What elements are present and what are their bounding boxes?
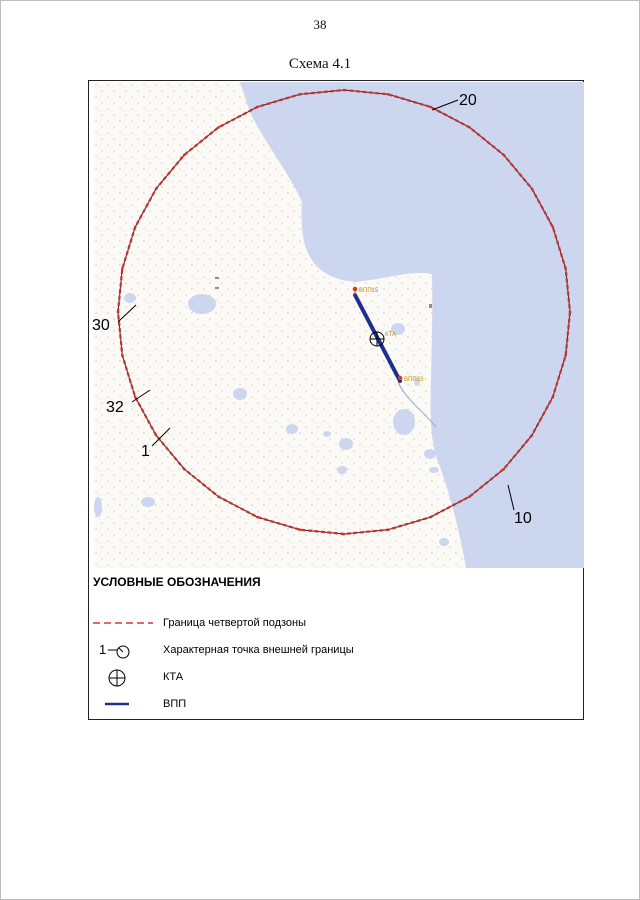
- boundary-point: [531, 434, 534, 437]
- svg-text:1: 1: [99, 642, 107, 657]
- svg-text:20: 20: [459, 92, 477, 109]
- legend-label-kta: КТА: [163, 671, 184, 683]
- svg-text:32: 32: [106, 399, 124, 416]
- characteristic-point-icon: [93, 641, 153, 661]
- legend-item-runway: [93, 695, 573, 715]
- boundary-point: [552, 396, 555, 399]
- kta-crosshair-icon: [93, 668, 153, 688]
- boundary-point: [564, 354, 567, 357]
- boundary-point: [183, 154, 186, 157]
- scheme-title: Схема 4.1: [288, 56, 352, 72]
- boundary-point: [183, 468, 186, 471]
- boundary-point: [217, 126, 220, 129]
- boundary-point: [256, 516, 259, 519]
- boundary-point: [552, 226, 555, 229]
- svg-text:30: 30: [92, 317, 110, 334]
- page-number: 38: [313, 17, 327, 32]
- boundary-point: [429, 516, 432, 519]
- kta-label: КТА: [385, 332, 396, 338]
- map-area: [94, 82, 584, 568]
- boundary-point: [121, 267, 124, 270]
- boundary-point: [387, 528, 390, 531]
- boundary-point: [299, 528, 302, 531]
- runway-start-label: ВПП15: [359, 288, 379, 294]
- boundary-point: [134, 226, 137, 229]
- boundary-point: [569, 311, 572, 314]
- boundary-point: [429, 106, 432, 109]
- boundary-point: [343, 89, 346, 92]
- boundary-point: [468, 126, 471, 129]
- kta-icon: [370, 332, 384, 346]
- runway-line-icon: [93, 695, 153, 715]
- boundary-point: [503, 154, 506, 157]
- runway-start-marker: [353, 287, 358, 292]
- legend-label-characteristic-point: Характерная точка внешней границы: [163, 644, 354, 656]
- runway-end-marker: [398, 376, 403, 381]
- boundary-point: [564, 267, 567, 270]
- legend-item-boundary: [93, 614, 573, 634]
- red-dashed-line-icon: [93, 614, 153, 634]
- boundary-point: [155, 434, 158, 437]
- svg-text:10: 10: [514, 510, 532, 527]
- boundary-point: [531, 187, 534, 190]
- legend-label-runway: ВПП: [163, 698, 187, 710]
- boundary-point: [503, 468, 506, 471]
- svg-text:1: 1: [141, 443, 150, 460]
- boundary-point: [121, 354, 124, 357]
- boundary-point: [299, 93, 302, 96]
- legend-label-boundary: Граница четвертой подзоны: [163, 617, 307, 629]
- map-svg: [94, 82, 584, 568]
- runway-end-label: ВПП33: [404, 377, 424, 383]
- boundary-point: [468, 495, 471, 498]
- boundary-point: [155, 187, 158, 190]
- legend-title: УСЛОВНЫЕ ОБОЗНАЧЕНИЯ: [93, 575, 261, 589]
- boundary-point: [387, 93, 390, 96]
- boundary-point: [217, 495, 220, 498]
- boundary-point: [343, 533, 346, 536]
- boundary-point: [117, 311, 120, 314]
- legend-item-kta: [93, 668, 573, 688]
- boundary-point: [134, 396, 137, 399]
- boundary-point: [256, 106, 259, 109]
- legend-item-characteristic-point: [93, 641, 573, 661]
